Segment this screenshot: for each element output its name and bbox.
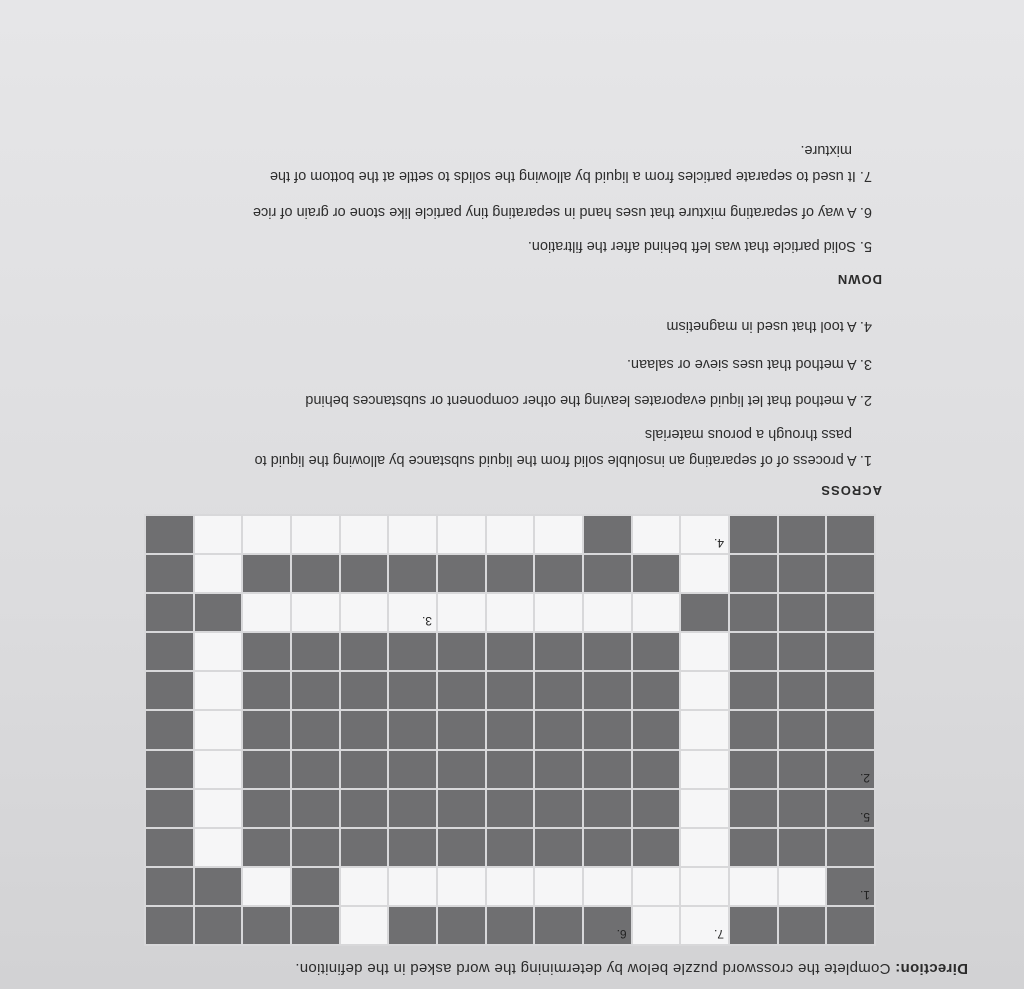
crossword-cell-open[interactable] xyxy=(389,868,436,905)
crossword-cell-blocked xyxy=(341,672,388,709)
crossword-cell-blocked xyxy=(341,711,388,748)
crossword-cell-blocked xyxy=(389,751,436,788)
crossword-cell-blocked xyxy=(779,829,826,866)
crossword-cell-blocked xyxy=(438,829,485,866)
crossword-cell-blocked xyxy=(730,790,777,827)
crossword-cell-blocked xyxy=(292,672,339,709)
crossword-cell-blocked xyxy=(243,711,290,748)
crossword-cell-blocked xyxy=(146,751,193,788)
crossword-cell-open[interactable] xyxy=(681,633,728,670)
crossword-cell-blocked xyxy=(730,711,777,748)
crossword-cell-blocked xyxy=(827,829,874,866)
crossword-cell-blocked xyxy=(535,672,582,709)
crossword-cell-blocked xyxy=(292,751,339,788)
crossword-cell-open[interactable] xyxy=(292,594,339,631)
clue-number: 2. xyxy=(859,770,870,785)
crossword-cell-open[interactable] xyxy=(487,516,534,553)
clue-number: 3. xyxy=(421,614,432,629)
crossword-cell-blocked xyxy=(341,829,388,866)
crossword-cell-open[interactable] xyxy=(195,829,242,866)
crossword-cell-blocked xyxy=(389,829,436,866)
crossword-cell-open[interactable] xyxy=(633,907,680,944)
crossword-cell-blocked xyxy=(584,829,631,866)
crossword-cell-blocked xyxy=(243,633,290,670)
crossword-cell-open[interactable] xyxy=(243,516,290,553)
crossword-cell-open[interactable] xyxy=(438,594,485,631)
crossword-cell-blocked xyxy=(827,790,874,827)
crossword-cell-blocked xyxy=(292,790,339,827)
across-clue-1: 1. A process of of separating an insoluble solid from the liquid substance by allowing the liquid to xyxy=(254,452,872,468)
crossword-cell-blocked xyxy=(389,555,436,592)
down-heading: DOWN xyxy=(836,272,882,287)
crossword-cell-open[interactable] xyxy=(438,516,485,553)
crossword-cell-open[interactable] xyxy=(633,594,680,631)
crossword-cell-blocked xyxy=(341,751,388,788)
crossword-cell-open[interactable] xyxy=(487,868,534,905)
crossword-cell-blocked xyxy=(487,672,534,709)
down-clue-5: 5. Solid particle that was left behind after the filtration. xyxy=(527,238,872,254)
crossword-cell-blocked xyxy=(584,633,631,670)
crossword-cell-blocked xyxy=(827,555,874,592)
crossword-cell-blocked xyxy=(535,555,582,592)
crossword-cell-blocked xyxy=(584,907,631,944)
crossword-cell-blocked xyxy=(730,633,777,670)
crossword-cell-open[interactable] xyxy=(730,868,777,905)
crossword-cell-blocked xyxy=(535,633,582,670)
crossword-cell-open[interactable] xyxy=(681,516,728,553)
crossword-cell-blocked xyxy=(535,751,582,788)
direction-line xyxy=(295,960,968,977)
crossword-cell-blocked xyxy=(827,516,874,553)
crossword-cell-open[interactable] xyxy=(535,868,582,905)
crossword-cell-blocked xyxy=(633,790,680,827)
crossword-cell-blocked xyxy=(438,555,485,592)
across-clue-4: 4. A tool that used in magnetism xyxy=(666,318,872,334)
crossword-cell-open[interactable] xyxy=(243,868,290,905)
crossword-cell-blocked xyxy=(438,790,485,827)
crossword-cell-blocked xyxy=(341,790,388,827)
down-clue-7: 7. It used to separate particles from a liquid by allowing the solids to settle at the bottom of the xyxy=(269,168,872,184)
crossword-cell-blocked xyxy=(827,751,874,788)
crossword-cell-blocked xyxy=(633,555,680,592)
crossword-cell-blocked xyxy=(779,516,826,553)
crossword-cell-blocked xyxy=(292,829,339,866)
crossword-cell-open[interactable] xyxy=(779,868,826,905)
crossword-cell-blocked xyxy=(146,868,193,905)
crossword-cell-blocked xyxy=(243,790,290,827)
crossword-cell-open[interactable] xyxy=(584,594,631,631)
crossword-cell-blocked xyxy=(389,711,436,748)
down-clue-6: 6. A way of separating mixture that uses hand in separating tiny particle like stone or grain of rice xyxy=(252,204,872,220)
crossword-cell-blocked xyxy=(730,594,777,631)
crossword-cell-blocked xyxy=(827,711,874,748)
crossword-cell-blocked xyxy=(146,594,193,631)
crossword-cell-open[interactable] xyxy=(681,868,728,905)
crossword-cell-blocked xyxy=(292,711,339,748)
crossword-cell-blocked xyxy=(730,751,777,788)
crossword-cell-blocked xyxy=(146,829,193,866)
clue-number: 4. xyxy=(713,536,724,551)
crossword-cell-blocked xyxy=(146,907,193,944)
crossword-cell-blocked xyxy=(389,790,436,827)
crossword-cell-blocked xyxy=(487,829,534,866)
crossword-cell-blocked xyxy=(195,594,242,631)
crossword-cell-blocked xyxy=(146,516,193,553)
crossword-cell-blocked xyxy=(730,829,777,866)
crossword-cell-blocked xyxy=(535,711,582,748)
crossword-cell-blocked xyxy=(535,829,582,866)
direction-label: Direction: xyxy=(894,960,968,977)
crossword-cell-open[interactable] xyxy=(487,594,534,631)
crossword-cell-blocked xyxy=(827,594,874,631)
direction-text: Complete the crossword puzzle below by determining the word asked in the definition. xyxy=(295,960,891,977)
crossword-cell-open[interactable] xyxy=(681,790,728,827)
crossword-cell-blocked xyxy=(584,672,631,709)
crossword-cell-blocked xyxy=(146,633,193,670)
crossword-cell-blocked xyxy=(827,672,874,709)
crossword-cell-blocked xyxy=(389,672,436,709)
crossword-cell-blocked xyxy=(243,907,290,944)
crossword-cell-open[interactable] xyxy=(195,711,242,748)
crossword-cell-blocked xyxy=(146,555,193,592)
crossword-cell-blocked xyxy=(195,907,242,944)
crossword-cell-blocked xyxy=(146,711,193,748)
crossword-cell-open[interactable] xyxy=(195,633,242,670)
crossword-cell-blocked xyxy=(827,868,874,905)
crossword-cell-blocked xyxy=(243,555,290,592)
crossword-cell-open[interactable] xyxy=(341,868,388,905)
crossword-cell-open[interactable] xyxy=(438,868,485,905)
crossword-cell-open[interactable] xyxy=(681,829,728,866)
crossword-cell-blocked xyxy=(730,516,777,553)
crossword-cell-blocked xyxy=(389,907,436,944)
crossword-cell-open[interactable] xyxy=(341,594,388,631)
crossword-cell-blocked xyxy=(438,711,485,748)
crossword-cell-blocked xyxy=(779,790,826,827)
crossword-cell-blocked xyxy=(292,555,339,592)
crossword-cell-blocked xyxy=(633,672,680,709)
crossword-cell-blocked xyxy=(779,751,826,788)
crossword-cell-open[interactable] xyxy=(681,907,728,944)
crossword-cell-blocked xyxy=(243,751,290,788)
crossword-cell-blocked xyxy=(584,516,631,553)
crossword-cell-blocked xyxy=(487,633,534,670)
crossword-cell-blocked xyxy=(341,555,388,592)
crossword-cell-blocked xyxy=(730,555,777,592)
crossword-cell-blocked xyxy=(487,555,534,592)
clue-number: 1. xyxy=(859,887,870,902)
crossword-cell-blocked xyxy=(633,829,680,866)
crossword-cell-blocked xyxy=(681,594,728,631)
crossword-cell-open[interactable] xyxy=(633,868,680,905)
crossword-cell-open[interactable] xyxy=(389,516,436,553)
crossword-cell-open[interactable] xyxy=(535,516,582,553)
crossword-cell-open[interactable] xyxy=(681,672,728,709)
crossword-cell-blocked xyxy=(779,672,826,709)
crossword-cell-open[interactable] xyxy=(243,594,290,631)
crossword-cell-open[interactable] xyxy=(195,672,242,709)
crossword-cell-open[interactable] xyxy=(535,594,582,631)
crossword-cell-blocked xyxy=(292,633,339,670)
across-heading: ACROSS xyxy=(820,483,882,498)
crossword-cell-blocked xyxy=(535,907,582,944)
down-clue-7-continued: mixture. xyxy=(800,142,852,158)
crossword-cell-blocked xyxy=(584,711,631,748)
crossword-cell-blocked xyxy=(584,790,631,827)
crossword-cell-open[interactable] xyxy=(195,751,242,788)
crossword-cell-blocked xyxy=(341,633,388,670)
crossword-cell-blocked xyxy=(243,672,290,709)
crossword-cell-blocked xyxy=(633,711,680,748)
clue-number: 7. xyxy=(713,927,724,941)
crossword-cell-open[interactable] xyxy=(584,868,631,905)
crossword-cell-open[interactable] xyxy=(681,751,728,788)
crossword-cell-open[interactable] xyxy=(195,790,242,827)
crossword-cell-blocked xyxy=(487,711,534,748)
crossword-cell-blocked xyxy=(779,555,826,592)
crossword-cell-blocked xyxy=(438,633,485,670)
crossword-cell-blocked xyxy=(195,868,242,905)
crossword-cell-blocked xyxy=(487,751,534,788)
crossword-grid xyxy=(144,514,876,946)
crossword-cell-blocked xyxy=(438,907,485,944)
crossword-cell-blocked xyxy=(730,907,777,944)
crossword-cell-blocked xyxy=(292,907,339,944)
crossword-cell-blocked xyxy=(389,633,436,670)
crossword-cell-blocked xyxy=(827,633,874,670)
crossword-cell-blocked xyxy=(292,868,339,905)
crossword-cell-blocked xyxy=(487,790,534,827)
crossword-cell-open[interactable] xyxy=(633,516,680,553)
crossword-cell-blocked xyxy=(633,633,680,670)
crossword-cell-blocked xyxy=(487,907,534,944)
crossword-cell-blocked xyxy=(146,790,193,827)
crossword-cell-open[interactable] xyxy=(195,516,242,553)
crossword-cell-open[interactable] xyxy=(195,555,242,592)
across-clue-1-continued: pass through a porous materials xyxy=(644,426,852,442)
crossword-cell-blocked xyxy=(730,672,777,709)
crossword-cell-open[interactable] xyxy=(292,516,339,553)
crossword-cell-blocked xyxy=(243,829,290,866)
crossword-cell-blocked xyxy=(146,672,193,709)
crossword-cell-open[interactable] xyxy=(681,711,728,748)
crossword-cell-blocked xyxy=(584,555,631,592)
across-clue-2: 2. A method that let liquid evaporates leaving the other component or substances behind xyxy=(305,392,872,408)
crossword-cell-blocked xyxy=(779,907,826,944)
crossword-cell-open[interactable] xyxy=(389,594,436,631)
crossword-cell-blocked xyxy=(535,790,582,827)
clue-number: 6. xyxy=(616,927,627,941)
crossword-cell-blocked xyxy=(438,672,485,709)
clue-number: 5. xyxy=(859,809,870,824)
crossword-cell-blocked xyxy=(584,751,631,788)
crossword-cell-blocked xyxy=(779,711,826,748)
crossword-cell-blocked xyxy=(438,751,485,788)
crossword-cell-blocked xyxy=(827,907,874,944)
crossword-cell-open[interactable] xyxy=(341,907,388,944)
crossword-cell-blocked xyxy=(779,594,826,631)
crossword-cell-blocked xyxy=(779,633,826,670)
crossword-cell-blocked xyxy=(633,751,680,788)
crossword-cell-open[interactable] xyxy=(341,516,388,553)
across-clue-3: 3. A method that uses sieve or salaan. xyxy=(626,356,872,372)
crossword-cell-open[interactable] xyxy=(681,555,728,592)
